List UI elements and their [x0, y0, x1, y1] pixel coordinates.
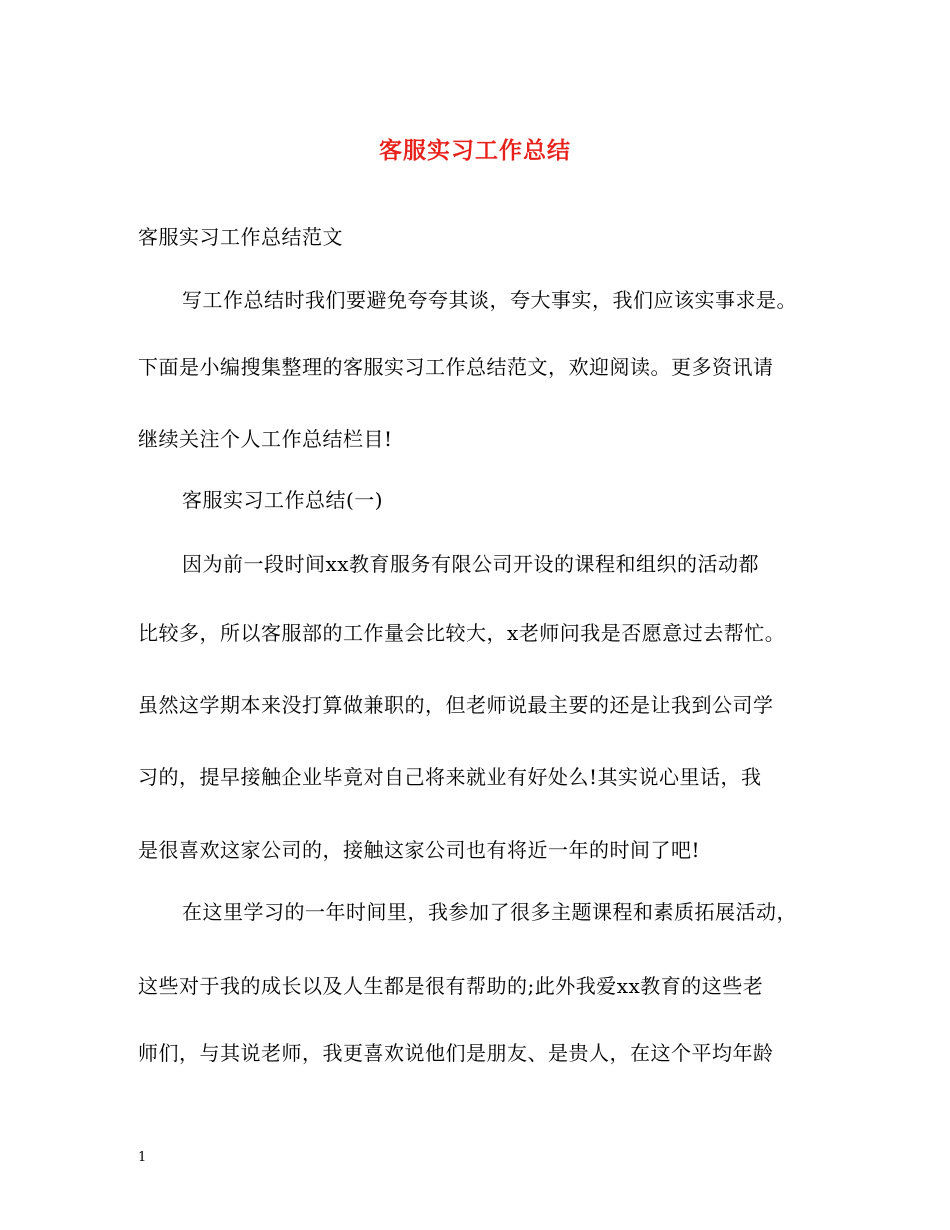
- paragraph-line: 在这里学习的一年时间里，我参加了很多主题课程和素质拓展活动，: [182, 900, 797, 924]
- paragraph-line: 比较多，所以客服部的工作量会比较大，x老师问我是否愿意过去帮忙。: [138, 621, 786, 645]
- paragraph-line: 虽然这学期本来没打算做兼职的，但老师说最主要的还是让我到公司学: [138, 693, 774, 717]
- paragraph-line: 下面是小编搜集整理的客服实习工作总结范文，欢迎阅读。更多资讯请: [138, 355, 774, 379]
- document-title: 客服实习工作总结: [379, 137, 571, 164]
- subtitle-line: 客服实习工作总结范文: [138, 225, 343, 249]
- paragraph-line: 写工作总结时我们要避免夸夸其谈，夸大事实，我们应该实事求是。: [182, 288, 797, 312]
- paragraph-line: 师们，与其说老师，我更喜欢说他们是朋友、是贵人，在这个平均年龄: [138, 1041, 774, 1065]
- paragraph-line: 是很喜欢这家公司的，接触这家公司也有将近一年的时间了吧!: [138, 838, 701, 862]
- page-number: 1: [138, 1150, 147, 1165]
- paragraph-line: 继续关注个人工作总结栏目!: [138, 427, 393, 451]
- paragraph-line: 因为前一段时间xx教育服务有限公司开设的课程和组织的活动都: [182, 552, 760, 576]
- paragraph-line: 这些对于我的成长以及人生都是很有帮助的;此外我爱xx教育的这些老: [138, 974, 764, 998]
- section-heading: 客服实习工作总结(一): [182, 488, 384, 512]
- paragraph-line: 习的，提早接触企业毕竟对自己将来就业有好处么!其实说心里话，我: [138, 765, 762, 789]
